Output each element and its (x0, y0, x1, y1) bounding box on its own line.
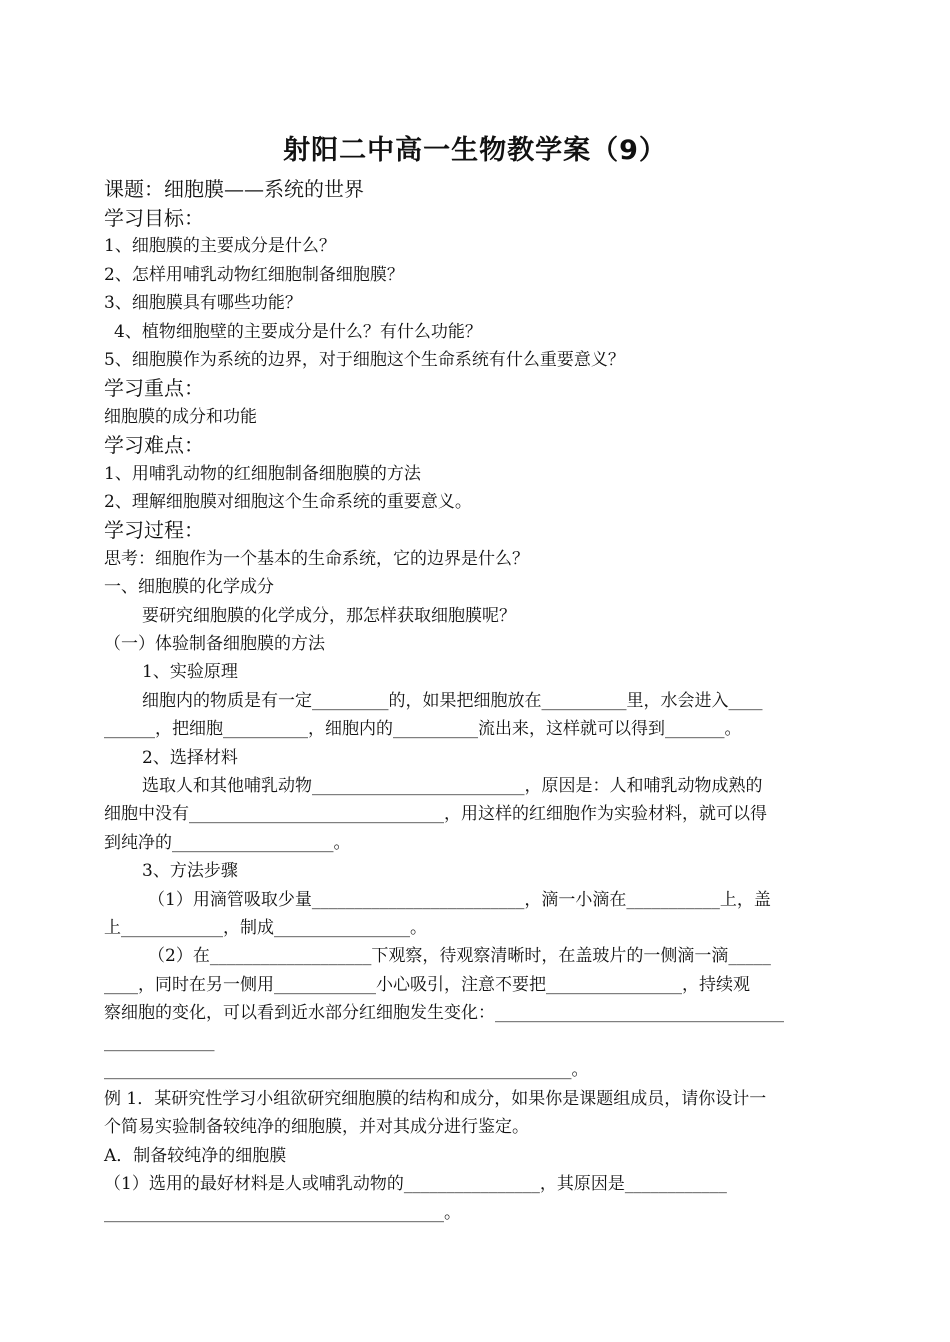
step-title: 1、实验原理 (142, 662, 238, 682)
example-text: 个简易实验制备较纯净的细胞膜，并对其成分进行鉴定。 (104, 1117, 529, 1137)
fill-blank-line: 上____________，制成________________。 (104, 918, 427, 938)
fill-blank-line: 察细胞的变化，可以看到近水部分红细胞发生变化：__________________________________ (104, 1003, 784, 1023)
step-title: 3、方法步骤 (142, 861, 238, 881)
fill-blank-line: （1）用滴管吸取少量_________________________，滴一小滴在___________上，盖 (148, 890, 771, 910)
key-heading: 学习重点： (104, 376, 204, 400)
example-text: 例 1．某研究性学习小组欲研究细胞膜的结构和成分，如果你是课题组成员，请你设计一 (104, 1089, 767, 1109)
section-question: 要研究细胞膜的化学成分，那怎样获取细胞膜呢？ (142, 606, 516, 626)
fill-blank-line: （1）选用的最好材料是人或哺乳动物的________________，其原因是____________ (104, 1174, 727, 1194)
fill-blank-line: ________________________________________。 (104, 1203, 461, 1223)
fill-blank-line: 细胞内的物质是有一定_________的，如果把细胞放在__________里，水会进入____ (142, 691, 763, 711)
example-part: A．制备较纯净的细胞膜 (104, 1146, 287, 1166)
section-heading: 一、细胞膜的化学成分 (104, 577, 274, 597)
fill-blank-line: 细胞中没有______________________________，用这样的红细胞作为实验材料，就可以得 (104, 804, 767, 824)
difficult-item: 1、用哺乳动物的红细胞制备细胞膜的方法 (104, 464, 421, 484)
fill-blank-line: _____________ (104, 1032, 215, 1052)
difficult-item: 2、理解细胞膜对细胞这个生命系统的重要意义。 (104, 492, 472, 512)
goal-item: 1、细胞膜的主要成分是什么？ (104, 236, 336, 256)
think-question: 思考：细胞作为一个基本的生命系统，它的边界是什么？ (104, 549, 529, 569)
document-title: 射阳二中高一生物教学案（9） (283, 135, 667, 166)
goal-item: 4、植物细胞壁的主要成分是什么？有什么功能？ (114, 322, 482, 342)
goal-item: 2、怎样用哺乳动物红细胞制备细胞膜？ (104, 265, 404, 285)
difficult-heading: 学习难点： (104, 433, 204, 457)
goal-item: 3、细胞膜具有哪些功能？ (104, 293, 302, 313)
goal-item: 5、细胞膜作为系统的边界，对于细胞这个生命系统有什么重要意义？ (104, 350, 625, 370)
process-heading: 学习过程： (104, 518, 204, 542)
topic-line: 课题：细胞膜——系统的世界 (104, 177, 364, 201)
key-text: 细胞膜的成分和功能 (104, 407, 257, 427)
subsection-heading: （一）体验制备细胞膜的方法 (104, 634, 325, 654)
fill-blank-line: 到纯净的___________________。 (104, 833, 351, 853)
fill-blank-line: _______________________________________________________。 (104, 1060, 589, 1080)
fill-blank-line: 选取人和其他哺乳动物_________________________，原因是：人和哺乳动物成熟的 (142, 776, 763, 796)
goals-heading: 学习目标： (104, 206, 204, 230)
step-title: 2、选择材料 (142, 748, 238, 768)
fill-blank-line: （2）在___________________下观察，待观察清晰时，在盖玻片的一侧滴一滴_____ (148, 946, 771, 966)
fill-blank-line: ______，把细胞__________，细胞内的__________流出来，这样就可以得到_______。 (104, 719, 742, 739)
fill-blank-line: ____，同时在另一侧用____________小心吸引，注意不要把________________，持续观 (104, 975, 750, 995)
